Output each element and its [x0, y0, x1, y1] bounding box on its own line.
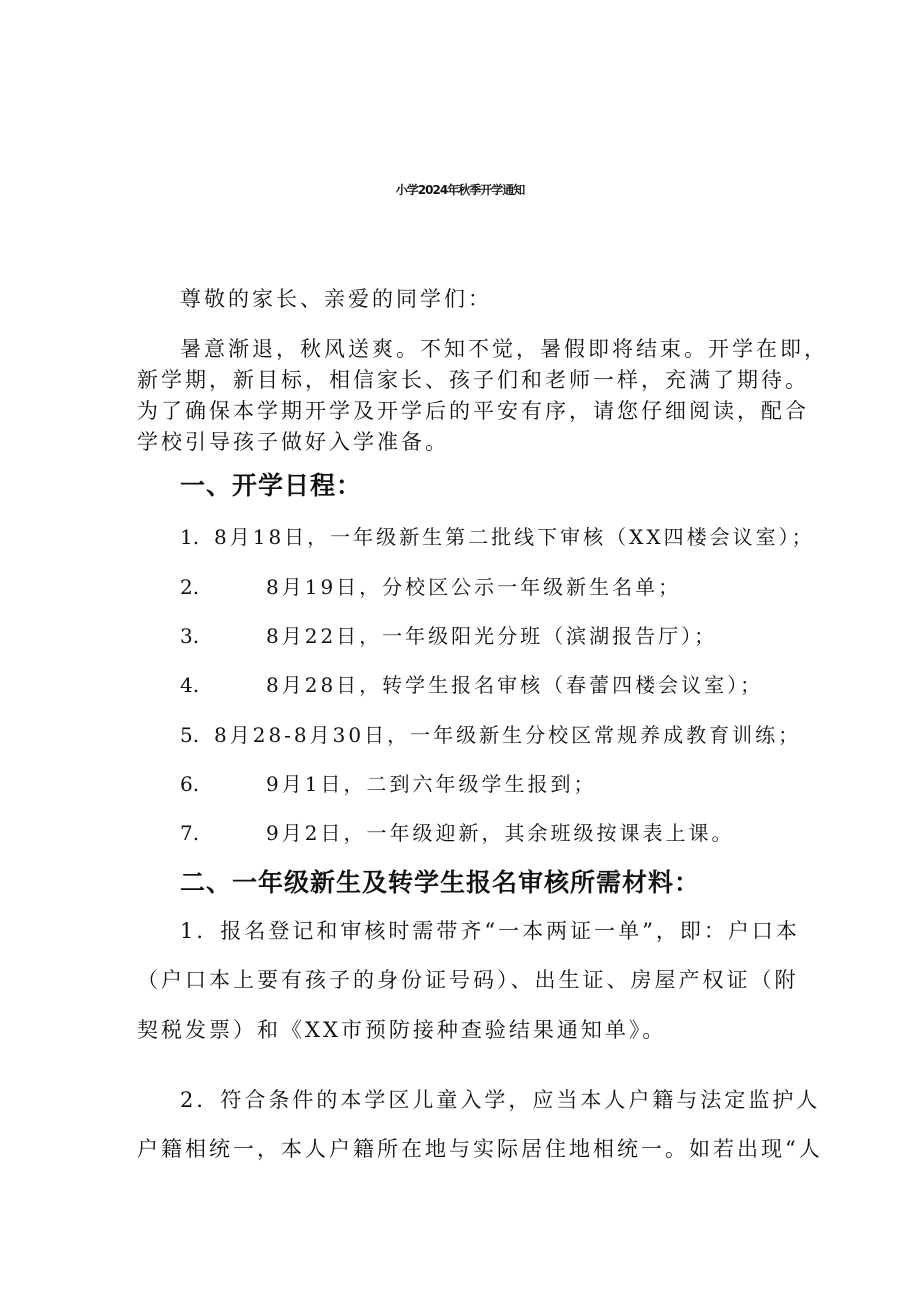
materials-line: （户口本上要有孩子的身份证号码）、出生证、房屋产权证（附	[137, 968, 799, 992]
section-heading-materials: 二、一年级新生及转学生报名审核所需材料：	[180, 868, 701, 897]
schedule-item	[180, 671, 763, 699]
item-number: 7.	[180, 821, 200, 845]
materials-line: 1．报名登记和审核时需带齐“一本两证一单”，即：户口本	[180, 919, 800, 943]
item-text: 8月28日，转学生报名审核（春蕾四楼会议室）；	[266, 673, 764, 697]
schedule-item	[180, 721, 801, 749]
item-text: 8月18日，一年级新生第二批线下审核（XX四楼会议室）；	[214, 525, 815, 549]
materials-line: 2．符合条件的本学区儿童入学，应当本人户籍与法定监护人	[180, 1088, 821, 1112]
schedule-item	[180, 523, 815, 551]
schedule-item	[180, 819, 734, 847]
schedule-item	[180, 622, 717, 650]
item-text: 9月1日，二到六年级学生报到；	[266, 772, 597, 796]
intro-line: 为了确保本学期开学及开学后的平安有序，请您仔细阅读，配合	[137, 399, 809, 423]
item-text: 8月28-8月30日，一年级新生分校区常规养成教育训练；	[214, 723, 802, 747]
item-number: 6.	[180, 772, 200, 796]
schedule-item	[180, 573, 681, 601]
item-text: 8月22日，一年级阳光分班（滨湖报告厅）；	[266, 624, 718, 648]
intro-line: 学校引导孩子做好入学准备。	[137, 430, 449, 454]
item-number: 5.	[180, 723, 200, 747]
greeting: 尊敬的家长、亲爱的同学们：	[180, 287, 492, 311]
page-title: 小学2024年秋季开学通知	[395, 183, 525, 197]
item-number: 4.	[180, 673, 200, 697]
item-number: 2.	[180, 575, 200, 599]
item-number: 3.	[180, 624, 200, 648]
schedule-item	[180, 770, 596, 798]
materials-line: 户籍相统一，本人户籍所在地与实际居住地相统一。如若出现“人	[137, 1137, 823, 1161]
section-heading-schedule: 一、开学日程：	[180, 471, 363, 500]
item-text: 9月2日，一年级迎新，其余班级按课表上课。	[266, 821, 735, 845]
intro-line: 暑意渐退，秋风送爽。不知不觉，暑假即将结束。开学在即，	[180, 337, 828, 361]
materials-line: 契税发票）和《XX市预防接种查验结果通知单》。	[137, 1018, 667, 1042]
intro-line: 新学期，新目标，相信家长、孩子们和老师一样，充满了期待。	[137, 368, 809, 392]
item-text: 8月19日，分校区公示一年级新生名单；	[266, 575, 682, 599]
item-number: 1.	[180, 525, 200, 549]
